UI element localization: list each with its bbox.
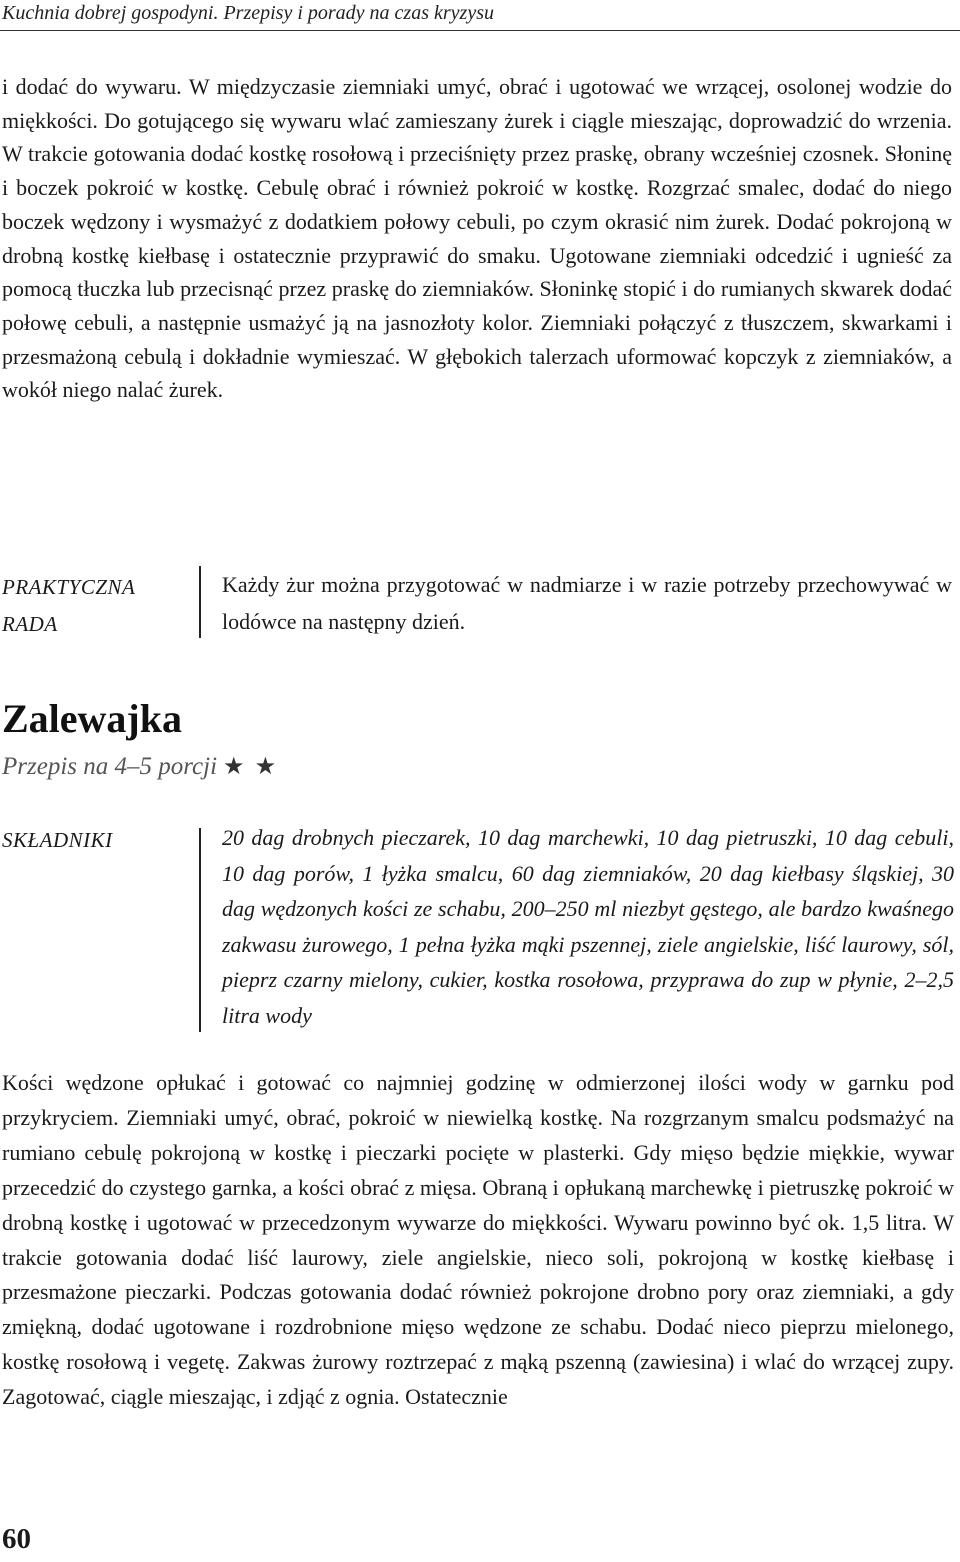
intro-paragraph: i dodać do wywaru. W międzyczasie ziemniaki umyć, obrać i ugotować we wrzącej, osolonej wodzie do miękkości. Do gotującego się wywaru wlać zamieszany żurek i ciągle mieszając, doprowadzić do wrzenia. W trakcie gotowania dodać kostkę rosołową i przeciśnięty przez praskę, obrany wcześniej czosnek. Słoninę i boczek pokroić w kostkę. Cebulę obrać i również pokroić w kostkę. Rozgrzać smalec, dodać do niego boczek wędzony i wysmażyć z dodatkiem połowy cebuli, po czym okrasić nim żurek. Dodać pokrojoną w drobną kostkę kiełbasę i ostatecznie przyprawić do smaku. Ugotowane ziemniaki odcedzić i ugnieść za pomocą tłuczka lub przecisnąć przez praskę do ziemniaków. Słoninkę stopić i do rumianych skwarek dodać połowę cebuli, a następnie usmażyć ją na jasnozłoty kolor. Ziemniaki połączyć z tłuszczem, skwarkami i przesmażoną cebulą i dokładnie wymieszać. W głębokich talerzach uformować kopczyk z ziemniaków, a wokół niego nalać żurek. <box>2 74 952 403</box>
tip-label-line1: PRAKTYCZNA <box>2 575 136 599</box>
tip-divider <box>199 566 201 638</box>
recipe-title: Zalewajka <box>2 696 182 741</box>
recipe-servings <box>2 748 278 786</box>
method-paragraph: Kości wędzone opłukać i gotować co najmniej godzinę w odmierzonej ilości wody w garnku pod przykryciem. Ziemniaki umyć, obrać, pokroić w niewielką kostkę. Na rozgrzanym smalcu podsmażyć na rumiano cebulę pokrojoną w kostkę i pieczarki pocięte w plasterki. Gdy mięso będzie miękkie, wywar przecedzić do czystego garnka, a kości obrać z mięsa. Obraną i opłukaną marchewkę i pietruszkę pokroić w drobną kostkę i ugotować w przecedzonym wywarze do miękkości. Wywaru powinno być ok. 1,5 litra. W trakcie gotowania dodać liść laurowy, ziele angielskie, nieco soli, pokrojoną w kostkę kiełbasę i przesmażone pieczarki. Podczas gotowania dodać również pokrojone drobno pory oraz ziemniaki, a gdy zmiękną, dodać ugotowane i rozdrobnione mięso wędzone ze schabu. Dodać nieco pieprzu mielonego, kostkę rosołową i vegetę. Zakwas żurowy roztrzepać z mąką pszenną (zawiesina) i wlać do wrzącej zupy. Zagotować, ciągle mieszając, i zdjąć z ognia. Ostatecznie <box>2 1070 954 1410</box>
ingredients-divider <box>199 828 201 1032</box>
running-head: Kuchnia dobrej gospodyni. Przepisy i porady na czas kryzysu <box>2 2 494 24</box>
ingredients-label: SKŁADNIKI <box>2 828 113 852</box>
header-rule <box>0 30 960 31</box>
tip-label <box>2 569 192 643</box>
page-number: 60 <box>2 1523 31 1555</box>
tip-text: Każdy żur można przygotować w nadmiarze i w razie potrzeby przechowywać w lodówce na następny dzień. <box>222 572 952 634</box>
tip-label-line2: RADA <box>2 612 58 636</box>
ingredients-text: 20 dag drobnych pieczarek, 10 dag marchewki, 10 dag pietruszki, 10 dag cebuli, 10 dag porów, 1 łyżka smalcu, 60 dag ziemniaków, 20 dag kiełbasy śląskiej, 30 dag wędzonych kości ze schabu, 200–250 ml niezbyt gęstego, ale bardzo kwaśnego zakwasu żurowego, 1 pełna łyżka mąki pszennej, ziele angielskie, liść laurowy, sól, pieprz czarny mielony, cukier, kostka rosołowa, przyprawa do zup w płynie, 2–2,5 litra wody <box>222 825 954 1028</box>
difficulty-stars-icon: ★ ★ <box>223 754 279 780</box>
servings-text: Przepis na 4–5 porcji <box>2 753 218 780</box>
